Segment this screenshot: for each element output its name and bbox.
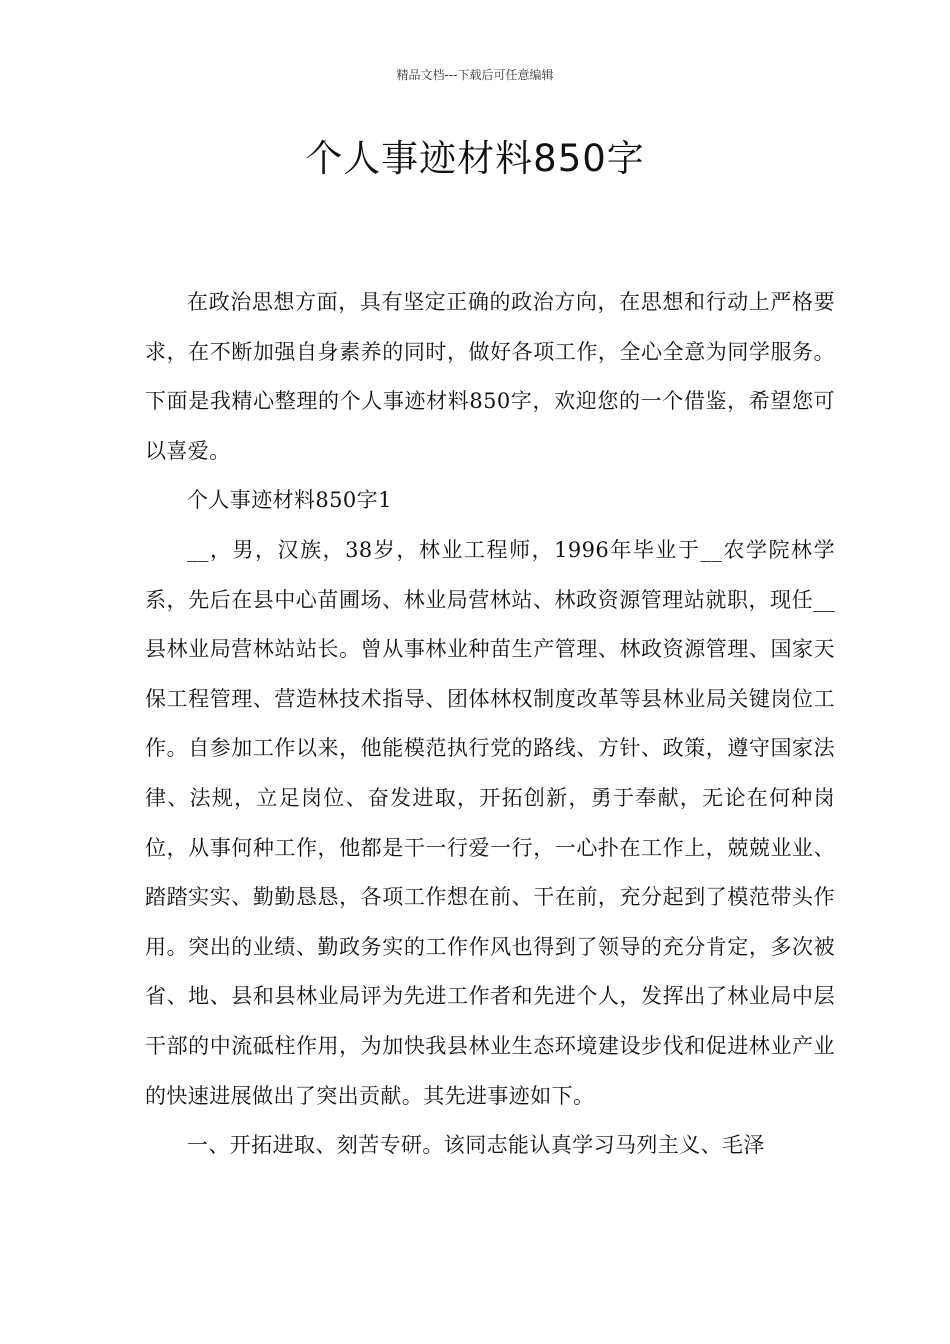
document-title: 个人事迹材料850字 — [305, 137, 645, 180]
profile-paragraph: __，男，汉族，38岁，林业工程师，1996年毕业于__农学院林学系，先后在县中心苗圃场、林业局营林站、林政资源管理站就职，现任__县林业局营林站站长。曾从事林业种苗生产管理、林政资源管理、国家天保工程管理、营造林技术指导、团体林权制度改革等县林业局关键岗位工作。自参加工作以来，他能模范执行党的路线、方针、政策，遵守国家法律、法规，立足岗位、奋发进取，开拓创新，勇于奉献，无论在何种岗位，从事何种工作，他都是干一行爱一行，一心扑在工作上，兢兢业业、踏踏实实、勤勤恳恳，各项工作想在前、干在前，充分起到了模范带头作用。突出的业绩、勤政务实的工作作风也得到了领导的充分肯定，多次被省、地、县和县林业局评为先进工作者和先进个人，发挥出了林业局中层干部的中流砥柱作用，为加快我县林业生态环境建设步伐和促进林业产业的快速进展做出了突出贡献。其先进事迹如下。 — [145, 537, 835, 1108]
document-body — [145, 278, 835, 1171]
point-one-paragraph: 一、开拓进取、刻苦专研。该同志能认真学习马列主义、毛泽 — [187, 1133, 765, 1158]
header-note: 精品文档---下载后可任意编辑 — [396, 68, 554, 82]
intro-paragraph: 在政治思想方面，具有坚定正确的政治方向，在思想和行动上严格要求，在不断加强自身素养的同时，做好各项工作，全心全意为同学服务。下面是我精心整理的个人事迹材料850字，欢迎您的一个借鉴，希望您可以喜爱。 — [145, 290, 835, 463]
section-heading: 个人事迹材料850字1 — [187, 488, 392, 513]
